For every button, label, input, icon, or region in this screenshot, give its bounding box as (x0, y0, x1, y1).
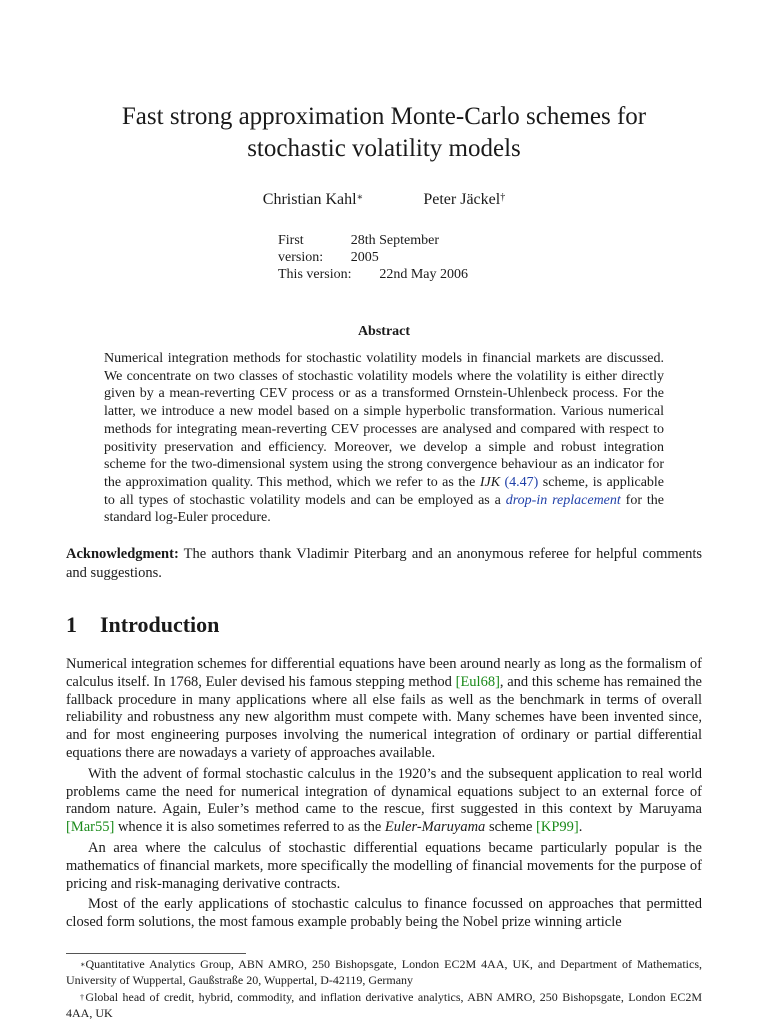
footnote-text: Quantitative Analytics Group, ABN AMRO, 250 Bishopsgate, London EC2M 4AA, UK, and Department of Mathematics, University of Wuppertal, Gaußstraße 20, Wuppertal, D-42119, Germany (66, 957, 702, 987)
paragraph: Most of the early applications of stochastic calculus to finance focussed on approaches that permitted closed form solutions, the most famous example probably being the Nobel prize winning article (66, 896, 702, 931)
footnote-mark: † (80, 993, 86, 1002)
citation-link[interactable]: [Mar55] (66, 819, 115, 836)
footnote (66, 990, 702, 1021)
drop-in-replacement-link[interactable]: drop-in replacement (505, 492, 621, 508)
title-line-1: Fast strong approximation Monte-Carlo schemes for (121, 103, 647, 130)
text-segment: With the advent of formal stochastic calculus in the 1920’s and the subsequent application to real world problems came the need for numerical integration of dynamical equations subject to an external force of random nature. Again, Euler’s method came to the rescue, first suggested in this context by Maruyama (66, 765, 702, 818)
equation-ref-link[interactable]: (4.47) (504, 474, 539, 490)
version-dates (278, 232, 468, 283)
acknowledgment-text: The authors thank Vladimir Piterbarg and an anonymous referee for helpful comments and suggestions. (66, 546, 702, 581)
intro-body (66, 656, 702, 935)
author-1 (263, 189, 364, 211)
section-number: 1 (66, 612, 77, 637)
abstract-segment: scheme, is applicable to all types of stochastic volatility models and can be employed as a (104, 474, 665, 508)
author-name: Christian Kahl (262, 191, 357, 208)
text-segment: . (578, 819, 583, 836)
scheme-name: Euler-Maruyama (384, 819, 486, 836)
author-footnote-mark[interactable]: ∗ (356, 192, 364, 203)
text-segment: Numerical integration schemes for differential equations have been around nearly as long as the formalism of calculus itself. In 1768, Euler devised his famous stepping method (66, 656, 702, 690)
version-label: This version: (278, 267, 352, 282)
footnote-text: Global head of credit, hybrid, commodity, and inflation derivative analytics, ABN AMRO, 250 Bishopsgate, London EC2M 4AA, UK (66, 990, 703, 1020)
text-segment: whence it is also sometimes referred to as the (114, 819, 385, 836)
author-list (0, 189, 768, 211)
version-date: 28th September 2005 (350, 233, 439, 265)
footnote-divider (66, 953, 246, 954)
section-heading (66, 611, 219, 639)
citation-link[interactable]: [KP99] (536, 819, 579, 836)
paragraph: An area where the calculus of stochastic differential equations became particularly popular is the mathematics of financial markets, more specifically the modelling of financial movements for the purpose of pricing and risk-managing derivative contracts. (66, 839, 702, 892)
abstract-text (104, 350, 664, 527)
text-segment: , and this scheme has remained the fallback procedure in many applications where all else fails as well as the benchmark in terms of overall reliability and robustness any new algorithm must compete with. Many schemes have been invented since, and for most engineering purposes involving the numerical integration of ordinary or partial differential equations there are nowadays a variety of approaches available. (66, 673, 702, 761)
citation-link[interactable]: [Eul68] (455, 673, 500, 690)
abstract-segment: for the standard log-Euler procedure. (104, 492, 664, 526)
version-row (278, 232, 468, 266)
author-footnote-mark[interactable]: † (500, 192, 506, 203)
version-date: 22nd May 2006 (379, 267, 468, 282)
abstract-heading: Abstract (357, 324, 411, 339)
text-segment: scheme (485, 819, 537, 836)
title-line-2: stochastic volatility models (247, 135, 521, 162)
ijk-scheme-name: IJK (479, 474, 501, 490)
paragraph (66, 766, 702, 837)
abstract-segment: Numerical integration methods for stochastic volatility models in financial markets are discussed. We concentrate on two classes of stochastic volatility models where the volatility is either directly given by a mean-reverting CEV process or as a transformed Ornstein-Uhlenbeck process. For the latter, we introduce a new model based on a simple hyperbolic transformation. Various numerical methods for integrating mean-reverting CEV processes are analysed and compared with respect to positivity preservation and efficiency. Moreover, we develop a simple and robust integration scheme for the two-dimensional system using the strong convergence behaviour as an indicator for the approximation quality. This method, which we refer to as the (104, 351, 664, 490)
acknowledgment-label: Acknowledgment: (66, 546, 179, 562)
footnote (66, 957, 702, 988)
footnote-mark: ∗ (80, 960, 86, 969)
version-label: First version: (278, 233, 324, 265)
version-row (278, 266, 468, 283)
paragraph (66, 656, 702, 763)
author-name: Peter Jäckel (423, 191, 501, 208)
acknowledgment (66, 545, 702, 583)
section-title: Introduction (100, 612, 220, 637)
paper-title (0, 101, 768, 165)
author-2 (423, 189, 505, 211)
footnotes (66, 957, 702, 1023)
